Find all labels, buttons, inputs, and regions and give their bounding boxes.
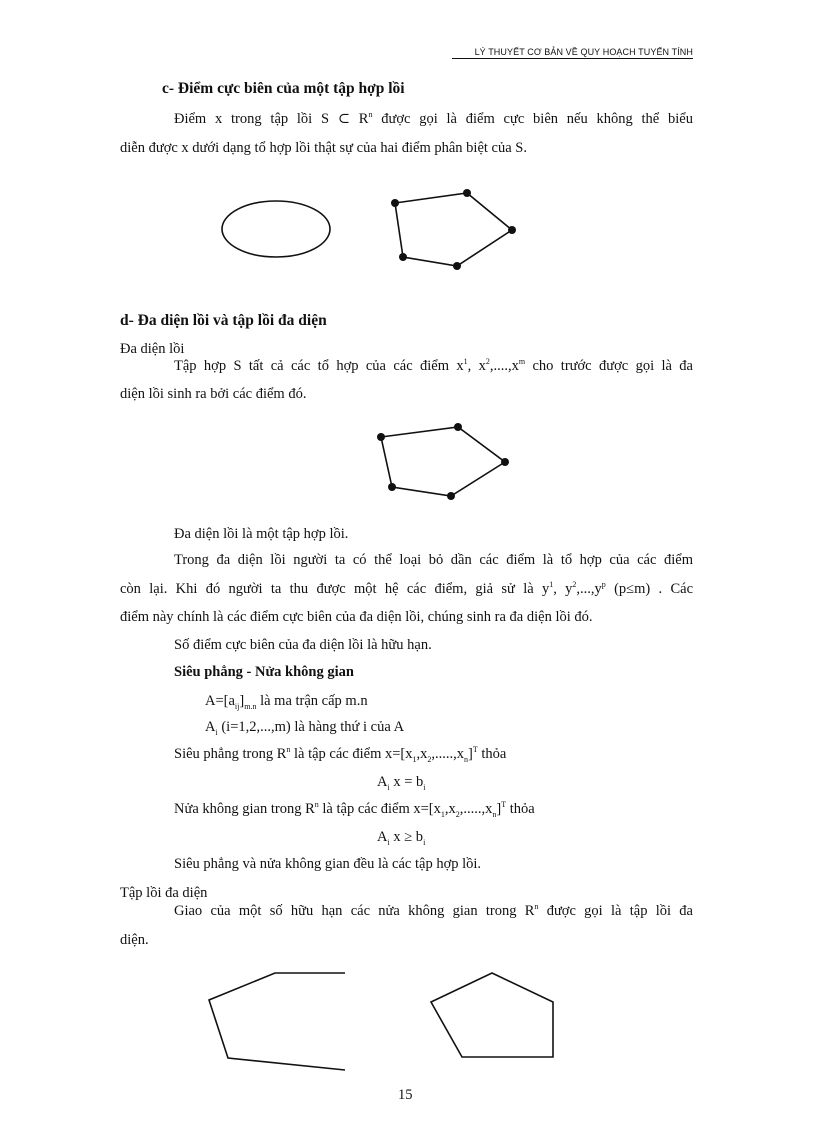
polyhedral-definition-line-2: diện. (120, 932, 149, 948)
bounded-pentagon (431, 973, 553, 1057)
polytope-definition-line-1: Tập hợp S tất cả các tổ hợp của các điểm $x^1$, $x^2,....,x^m$ cho trước được gọi là đa (174, 357, 693, 374)
subtitle-polyhedral-set: Tập lồi đa diện (120, 885, 208, 901)
subtitle-convex-polytope: Đa diện lồi (120, 341, 185, 357)
polytope-definition-line-2: diện lồi sinh ra bởi các điểm đó. (120, 386, 307, 402)
hyperplane-definition: Siêu phẳng trong $R^n$ là tập các điểm $x=[x_1,x_2,.....,x_n]^T$ thỏa (174, 745, 507, 764)
convex-statement: Đa diện lồi là một tập hợp lồi. (174, 526, 349, 542)
remove-points-line-1: Trong đa diện lồi người ta có thể loại bỏ dần các điểm là tổ hợp của các điểm (174, 552, 693, 568)
hyperplane-halfspace-title: Siêu phẳng - Nửa không gian (174, 664, 354, 680)
finite-extreme-points: Số điểm cực biên của đa diện lồi là hữu hạn. (174, 637, 432, 653)
matrix-definition: $A=[a_{ij}]_{m.n}$ là ma trận cấp m.n (205, 693, 368, 711)
remove-points-line-2: còn lại. Khi đó người ta thu được một hệ các điểm, giả sử là $y^1$, $y^2,...,y^p$ (p≤m) . Các (120, 580, 694, 597)
unbounded-polyhedral-set (209, 973, 345, 1070)
running-header: LÝ THUYẾT CƠ BẢN VỀ QUY HOẠCH TUYẾN TÍNH (452, 47, 693, 59)
section-d-title: d- Đa diện lồi và tập lồi đa diện (120, 312, 327, 329)
row-definition: $A_i$ (i=1,2,...,m) là hàng thứ i của A (205, 719, 405, 737)
both-convex-statement: Siêu phẳng và nửa không gian đều là các tập hợp lồi. (174, 856, 482, 872)
section-c-para-line-1: Điểm x trong tập lồi S ⊂ $R^n$ được gọi là điểm cực biên nếu không thể biểu (174, 110, 693, 127)
section-c-para-line-2: diễn được x dưới dạng tổ hợp lồi thật sự của hai điểm phân biệt của S. (120, 140, 527, 156)
halfspace-definition: Nửa không gian trong $R^n$ là tập các điểm $x=[x_1,x_2,.....,x_n]^T$ thỏa (174, 800, 535, 819)
section-c-title: c- Điểm cực biên của một tập hợp lồi (162, 80, 405, 97)
page-number: 15 (398, 1087, 413, 1103)
remove-points-line-3: điểm này chính là các điểm cực biên của đa diện lồi, chúng sinh ra đa diện lồi đó. (120, 609, 593, 625)
polyhedral-definition-line-1: Giao của một số hữu hạn các nửa không gian trong $R^n$ được gọi là tập lồi đa (174, 902, 693, 919)
equation-halfspace: $A_i$ $x \ge b_i$ (377, 829, 426, 847)
equation-hyperplane: $A_i$ $x = b_i$ (377, 774, 426, 792)
